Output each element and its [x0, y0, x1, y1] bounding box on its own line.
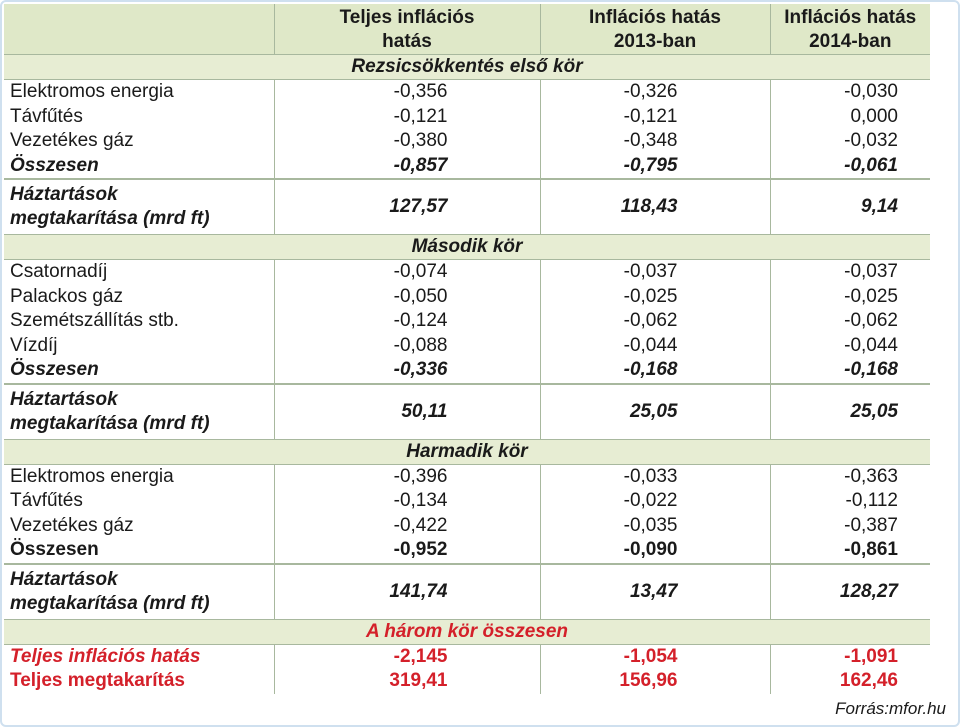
table-row [4, 309, 930, 334]
savings-2013: 118,43 [540, 179, 770, 235]
cell-2014: -0,025 [770, 285, 930, 310]
cell-2014: -0,363 [770, 464, 930, 489]
sum-total: -0,952 [274, 538, 540, 564]
cell-total: -0,050 [274, 285, 540, 310]
cell-2013: -0,121 [540, 105, 770, 130]
cell-2014: -0,387 [770, 514, 930, 539]
cell-2014: -0,062 [770, 309, 930, 334]
cell-total: -0,396 [274, 464, 540, 489]
cell-2013: -0,062 [540, 309, 770, 334]
row-label: Elektromos energia [10, 81, 174, 103]
sum-total: -0,336 [274, 358, 540, 384]
cell-total: -0,088 [274, 334, 540, 359]
grand-inflation-label: Teljes inflációs hatás [10, 645, 201, 667]
grand-savings-row [4, 669, 930, 694]
cell-2013: -0,035 [540, 514, 770, 539]
section-title: Második kör [4, 235, 930, 260]
savings-row [4, 179, 930, 235]
header-2014-line1: Inflációs hatás [784, 7, 917, 28]
row-label: Palackos gáz [10, 285, 124, 307]
cell-total: -0,134 [274, 489, 540, 514]
row-label: Szemétszállítás stb. [10, 310, 179, 332]
grand-inflation-total: -2,145 [274, 644, 540, 669]
savings-total: 141,74 [274, 564, 540, 620]
sum-row [4, 538, 930, 564]
section-title: Harmadik kör [4, 439, 930, 464]
cell-2014: 0,000 [770, 105, 930, 130]
cell-2013: -0,044 [540, 334, 770, 359]
sum-row [4, 154, 930, 180]
sum-label: Összesen [10, 359, 99, 381]
header-2014-line2: 2014-ban [809, 31, 892, 52]
cell-2013: -0,025 [540, 285, 770, 310]
header-2014-col [770, 4, 930, 55]
row-label: Elektromos energia [10, 465, 174, 487]
table-row [4, 105, 930, 130]
table-row [4, 260, 930, 285]
savings-label-line1: Háztartások [10, 388, 118, 410]
cell-total: -0,380 [274, 129, 540, 154]
grand-inflation-row [4, 644, 930, 669]
cell-total: -0,074 [274, 260, 540, 285]
section-title-row [4, 235, 930, 260]
header-2013-line1: Inflációs hatás [589, 7, 721, 28]
savings-total: 50,11 [274, 384, 540, 440]
savings-label-line1: Háztartások [10, 568, 118, 590]
row-label: Távfűtés [10, 105, 83, 127]
sum-2014: -0,061 [770, 154, 930, 180]
cell-total: -0,121 [274, 105, 540, 130]
table-row [4, 514, 930, 539]
grand-inflation-2013: -1,054 [540, 644, 770, 669]
sum-row [4, 358, 930, 384]
source-note: Forrás:mfor.hu [835, 699, 946, 718]
sum-label: Összesen [10, 539, 99, 561]
cell-2013: -0,348 [540, 129, 770, 154]
grand-title-row [4, 619, 930, 644]
cell-2013: -0,022 [540, 489, 770, 514]
row-label: Csatornadíj [10, 261, 108, 283]
table-row [4, 80, 930, 105]
grand-savings-2014: 162,46 [770, 669, 930, 694]
savings-label-line2: megtakarítása (mrd ft) [10, 592, 210, 614]
header-2013-line2: 2013-ban [613, 31, 697, 52]
sum-total: -0,857 [274, 154, 540, 180]
table-row [4, 464, 930, 489]
cell-2013: -0,033 [540, 464, 770, 489]
header-row [4, 4, 930, 55]
savings-row [4, 384, 930, 440]
section-title: Rezsicsökkentés első kör [4, 55, 930, 80]
cell-2014: -0,112 [770, 489, 930, 514]
grand-savings-label: Teljes megtakarítás [10, 670, 185, 692]
sum-2013: -0,168 [540, 358, 770, 384]
table-row [4, 285, 930, 310]
inflation-table [4, 4, 930, 694]
cell-2013: -0,037 [540, 260, 770, 285]
savings-label-line1: Háztartások [10, 184, 118, 205]
cell-2014: -0,032 [770, 129, 930, 154]
grand-savings-2013: 156,96 [540, 669, 770, 694]
section-title-row [4, 439, 930, 464]
header-total-line1: Teljes inflációs [339, 7, 475, 28]
savings-2013: 13,47 [540, 564, 770, 620]
sum-2013: -0,795 [540, 154, 770, 180]
section-title-row [4, 55, 930, 80]
sum-2014: -0,861 [770, 538, 930, 564]
savings-2014: 25,05 [770, 384, 930, 440]
header-2013-col [540, 4, 770, 55]
header-total-line2: hatás [382, 31, 432, 52]
row-label: Vízdíj [10, 334, 58, 356]
sum-label: Összesen [10, 154, 99, 176]
cell-total: -0,422 [274, 514, 540, 539]
row-label: Vezetékes gáz [10, 514, 134, 536]
cell-2014: -0,030 [770, 80, 930, 105]
table-row [4, 129, 930, 154]
sum-2014: -0,168 [770, 358, 930, 384]
sum-2013: -0,090 [540, 538, 770, 564]
grand-title: A három kör összesen [4, 619, 930, 644]
savings-row [4, 564, 930, 620]
savings-label [4, 384, 274, 440]
header-total-col [274, 4, 540, 55]
savings-label [4, 564, 274, 620]
savings-2014: 128,27 [770, 564, 930, 620]
cell-total: -0,356 [274, 80, 540, 105]
savings-label [4, 179, 274, 235]
cell-total: -0,124 [274, 309, 540, 334]
savings-2014: 9,14 [770, 179, 930, 235]
grand-inflation-2014: -1,091 [770, 644, 930, 669]
savings-total: 127,57 [274, 179, 540, 235]
grand-savings-total: 319,41 [274, 669, 540, 694]
cell-2013: -0,326 [540, 80, 770, 105]
header-label-col [4, 4, 274, 55]
row-label: Vezetékes gáz [10, 130, 134, 152]
savings-label-line2: megtakarítása (mrd ft) [10, 208, 210, 229]
savings-label-line2: megtakarítása (mrd ft) [10, 412, 210, 434]
table-row [4, 489, 930, 514]
row-label: Távfűtés [10, 490, 83, 512]
table-row [4, 334, 930, 359]
savings-2013: 25,05 [540, 384, 770, 440]
cell-2014: -0,037 [770, 260, 930, 285]
cell-2014: -0,044 [770, 334, 930, 359]
